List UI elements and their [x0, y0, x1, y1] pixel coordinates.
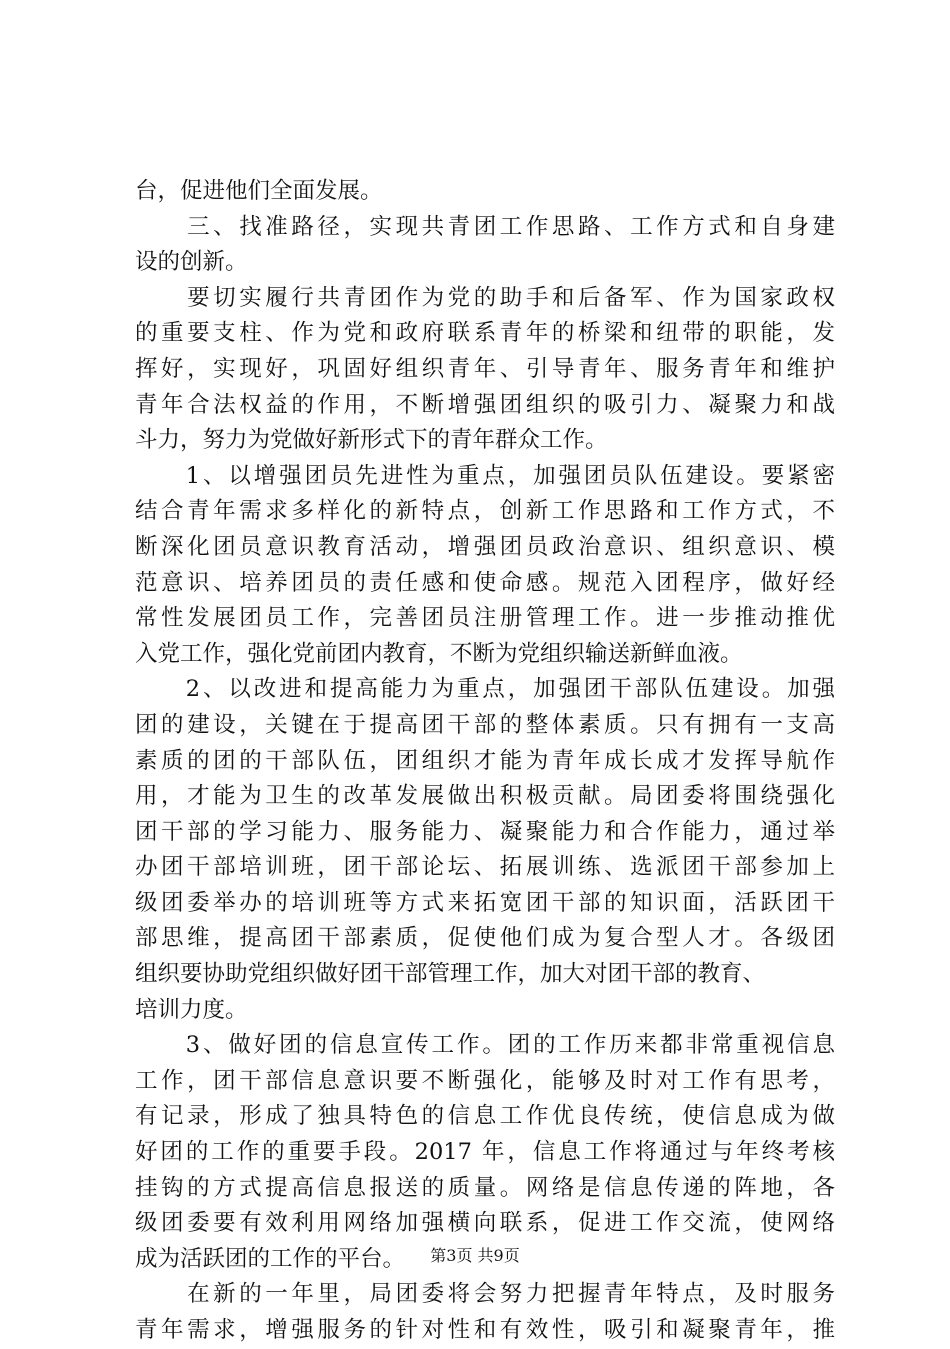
text-line: 级团委要有效利用网络加强横向联系，促进工作交流，使网络	[135, 1210, 835, 1237]
text-line: 设的创新。	[135, 249, 248, 276]
document-body	[135, 174, 835, 1349]
text-line: 挂钩的方式提高信息报送的质量。网络是信息传递的阵地，各	[135, 1174, 835, 1201]
text-line: 部思维，提高团干部素质，促使他们成为复合型人才。各级团	[135, 925, 835, 952]
page-footer: 第3页 共9页	[430, 1246, 520, 1265]
text-line: 成为活跃团的工作的平台。	[135, 1245, 406, 1272]
text-line: 青年需求，增强服务的针对性和有效性，吸引和凝聚青年，推	[135, 1317, 835, 1343]
text-line: 结合青年需求多样化的新特点，创新工作思路和工作方式，不	[135, 498, 835, 525]
text-line: 要切实履行共青团作为党的助手和后备军、作为国家政权	[135, 284, 835, 311]
text-line: 常性发展团员工作，完善团员注册管理工作。进一步推动推优	[135, 605, 835, 632]
text-line: 挥好，实现好，巩固好组织青年、引导青年、服务青年和维护	[135, 355, 835, 382]
text-line: 范意识、培养团员的责任感和使命感。规范入团程序，做好经	[135, 569, 835, 596]
text-line: 组织要协助党组织做好团干部管理工作，加大对团干部的教育、	[135, 961, 766, 988]
text-line: 团干部的学习能力、服务能力、凝聚能力和合作能力，通过举	[135, 818, 835, 845]
text-line: 办团干部培训班，团干部论坛、拓展训练、选派团干部参加上	[135, 854, 835, 881]
text-line: 培训力度。	[135, 996, 248, 1023]
text-line: 三、找准路径，实现共青团工作思路、工作方式和自身建	[135, 213, 835, 240]
text-line: 断深化团员意识教育活动，增强团员政治意识、组织意识、模	[135, 533, 835, 560]
text-line: 入党工作，强化党前团内教育，不断为党组织输送新鲜血液。	[135, 640, 743, 667]
text-line: 台，促进他们全面发展。	[135, 178, 383, 204]
text-line: 2、以改进和提高能力为重点，加强团干部队伍建设。加强	[135, 676, 835, 703]
text-line: 工作，团干部信息意识要不断强化，能够及时对工作有思考，	[135, 1067, 835, 1094]
text-line: 用，才能为卫生的改革发展做出积极贡献。局团委将围绕强化	[135, 783, 835, 810]
text-line: 在新的一年里，局团委将会努力把握青年特点，及时服务	[135, 1281, 835, 1308]
text-line: 斗力，努力为党做好新形式下的青年群众工作。	[135, 427, 608, 454]
text-line: 素质的团的干部队伍，团组织才能为青年成长成才发挥导航作	[135, 747, 835, 774]
text-line: 1、以增强团员先进性为重点，加强团员队伍建设。要紧密	[135, 462, 835, 489]
text-line: 青年合法权益的作用，不断增强团组织的吸引力、凝聚力和战	[135, 391, 835, 418]
text-line: 好团的工作的重要手段。2017 年，信息工作将通过与年终考核	[135, 1139, 835, 1166]
text-line: 有记录，形成了独具特色的信息工作优良传统，使信息成为做	[135, 1103, 835, 1130]
text-line: 团的建设，关键在于提高团干部的整体素质。只有拥有一支高	[135, 711, 835, 738]
text-line: 3、做好团的信息宣传工作。团的工作历来都非常重视信息	[135, 1032, 835, 1059]
text-line: 的重要支柱、作为党和政府联系青年的桥梁和纽带的职能，发	[135, 320, 835, 347]
text-line: 级团委举办的培训班等方式来拓宽团干部的知识面，活跃团干	[135, 889, 835, 916]
